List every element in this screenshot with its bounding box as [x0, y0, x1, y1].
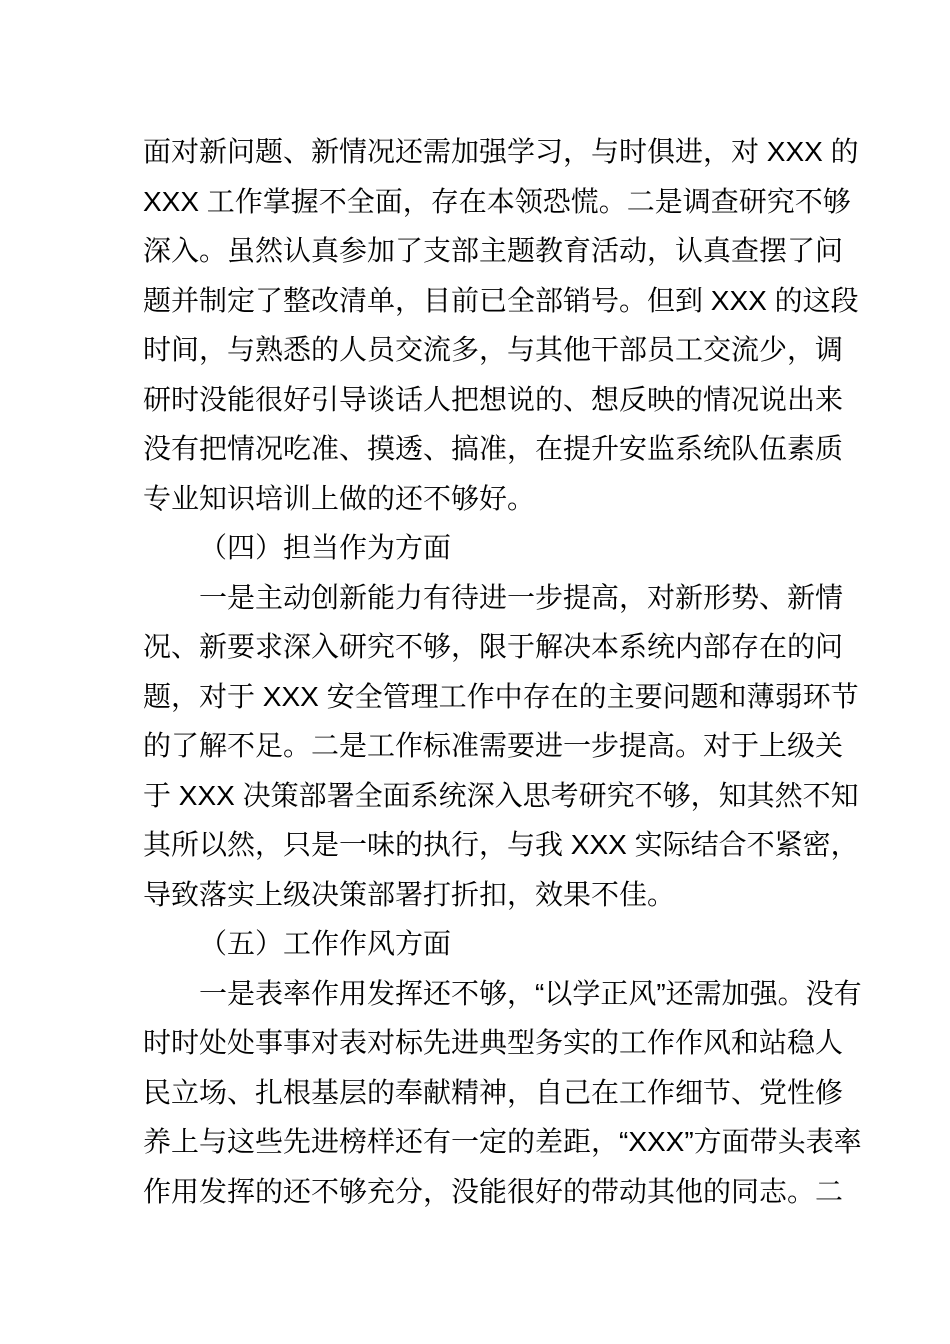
text-line: 导致落实上级决策部署打折扣，效果不佳。 [143, 878, 676, 910]
text-line: 题，对于 XXX 安全管理工作中存在的主要问题和薄弱环节 [143, 680, 859, 712]
text-line: 面对新问题、新情况还需加强学习，与时俱进，对 XXX 的 [143, 136, 859, 167]
text-line: 一是主动创新能力有待进一步提高，对新形势、新情 [199, 581, 844, 613]
text-line: 题并制定了整改清单，目前已全部销号。但到 XXX 的这段 [143, 284, 859, 316]
text-line: 没有把情况吃准、摸透、搞准，在提升安监系统队伍素质 [143, 433, 844, 464]
text-line: 专业知识培训上做的还不够好。 [143, 482, 536, 514]
text-line: 时时处处事事对表对标先进典型务实的工作作风和站稳人 [143, 1027, 844, 1058]
text-line: 于 XXX 决策部署全面系统深入思考研究不够，知其然不知 [143, 779, 859, 811]
text-line: 养上与这些先进榜样还有一定的差距，“XXX”方面带头表率 [143, 1126, 862, 1157]
document-text-block [143, 127, 862, 1216]
text-line: XXX 工作掌握不全面，存在本领恐慌。二是调查研究不够 [143, 185, 851, 217]
text-line: 作用发挥的还不够充分，没能很好的带动其他的同志。二 [143, 1175, 844, 1207]
text-line: 其所以然，只是一味的执行，与我 XXX 实际结合不紧密， [143, 829, 859, 860]
text-line: 的了解不足。二是工作标准需要进一步提高。对于上级关 [143, 730, 844, 761]
text-line: 一是表率作用发挥还不够，“以学正风”还需加强。没有 [199, 977, 862, 1009]
section-heading: （四）担当作为方面 [199, 532, 452, 563]
text-line: 深入。虽然认真参加了支部主题教育活动，认真查摆了问 [143, 235, 844, 266]
text-line: 况、新要求深入研究不够，限于解决本系统内部存在的问 [143, 631, 844, 662]
section-heading: （五）工作作风方面 [199, 928, 452, 959]
text-line: 研时没能很好引导谈话人把想说的、想反映的情况说出来 [143, 383, 844, 415]
text-line: 时间，与熟悉的人员交流多，与其他干部员工交流少，调 [143, 334, 844, 365]
text-line: 民立场、扎根基层的奉献精神，自己在工作细节、党性修 [143, 1076, 844, 1108]
